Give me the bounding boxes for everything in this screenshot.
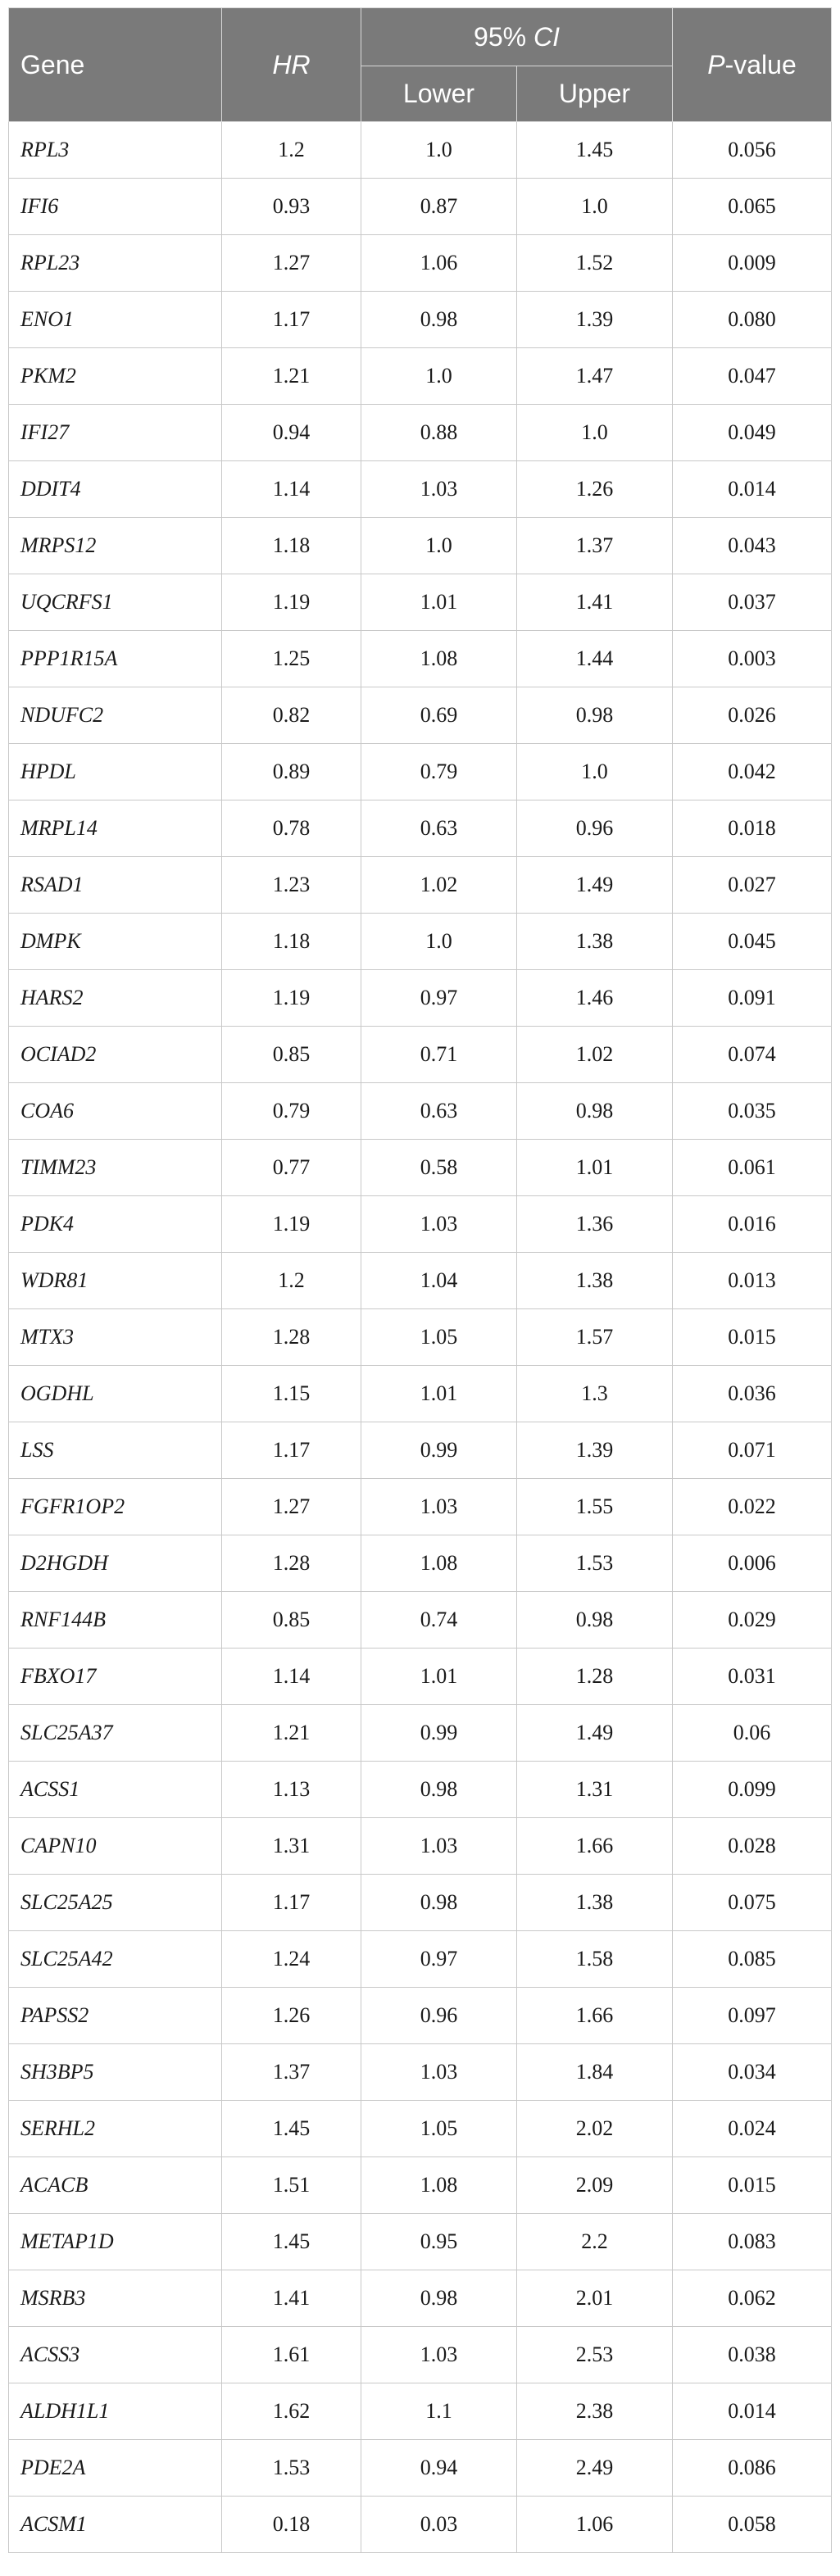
table-row: [9, 235, 832, 292]
gene-cell: OGDHL: [9, 1366, 222, 1422]
table-row: [9, 857, 832, 914]
p-value-cell: 0.029: [673, 1592, 832, 1649]
hr-cell: 1.17: [222, 292, 361, 348]
ci-upper-cell: 2.38: [517, 2383, 673, 2440]
ci-lower-cell: 1.0: [361, 348, 517, 405]
header-row-top: [9, 8, 832, 66]
hr-cell: 1.53: [222, 2440, 361, 2497]
table-row: [9, 1988, 832, 2044]
table-row: [9, 1083, 832, 1140]
hr-cell: 1.14: [222, 1649, 361, 1705]
table-row: [9, 2157, 832, 2214]
table-row: [9, 631, 832, 687]
ci-upper-cell: 2.53: [517, 2327, 673, 2383]
hr-cell: 0.82: [222, 687, 361, 744]
table-row: [9, 461, 832, 518]
ci-upper-cell: 1.52: [517, 235, 673, 292]
p-value-cell: 0.091: [673, 970, 832, 1027]
table-row: [9, 2270, 832, 2327]
table-row: [9, 1366, 832, 1422]
table-row: [9, 2101, 832, 2157]
gene-cell: NDUFC2: [9, 687, 222, 744]
ci-upper-cell: 1.06: [517, 2497, 673, 2553]
hr-cell: 1.26: [222, 1988, 361, 2044]
hr-cell: 1.17: [222, 1875, 361, 1931]
table-row: [9, 687, 832, 744]
table-row: [9, 1875, 832, 1931]
gene-cell: SLC25A42: [9, 1931, 222, 1988]
ci-lower-cell: 0.98: [361, 1875, 517, 1931]
p-value-cell: 0.083: [673, 2214, 832, 2270]
ci-lower-cell: 0.94: [361, 2440, 517, 2497]
ci-lower-cell: 0.98: [361, 2270, 517, 2327]
hr-cell: 1.27: [222, 1479, 361, 1535]
ci-lower-cell: 0.87: [361, 179, 517, 235]
table-row: [9, 1649, 832, 1705]
table-row: [9, 405, 832, 461]
gene-cell: MSRB3: [9, 2270, 222, 2327]
ci-lower-cell: 0.79: [361, 744, 517, 800]
p-value-cell: 0.018: [673, 800, 832, 857]
ci-upper-cell: 1.39: [517, 292, 673, 348]
hr-cell: 1.24: [222, 1931, 361, 1988]
ci-upper-cell: 1.38: [517, 1875, 673, 1931]
hr-cell: 0.78: [222, 800, 361, 857]
table-row: [9, 2327, 832, 2383]
p-value-cell: 0.075: [673, 1875, 832, 1931]
table-row: [9, 1140, 832, 1196]
ci-upper-cell: 1.26: [517, 461, 673, 518]
table-body: [9, 122, 832, 2553]
gene-cell: PPP1R15A: [9, 631, 222, 687]
hr-cell: 0.18: [222, 2497, 361, 2553]
ci-upper-cell: 2.49: [517, 2440, 673, 2497]
hr-cell: 1.51: [222, 2157, 361, 2214]
p-value-cell: 0.061: [673, 1140, 832, 1196]
gene-cell: OCIAD2: [9, 1027, 222, 1083]
ci-lower-cell: 0.96: [361, 1988, 517, 2044]
ci-upper-cell: 2.01: [517, 2270, 673, 2327]
ci-upper-cell: 2.09: [517, 2157, 673, 2214]
p-value-cell: 0.074: [673, 1027, 832, 1083]
p-value-cell: 0.014: [673, 461, 832, 518]
hr-cell: 1.31: [222, 1818, 361, 1875]
gene-cell: ACACB: [9, 2157, 222, 2214]
table-row: [9, 1309, 832, 1366]
ci-upper-cell: 1.28: [517, 1649, 673, 1705]
hr-cell: 1.41: [222, 2270, 361, 2327]
ci-upper-cell: 1.01: [517, 1140, 673, 1196]
hr-cell: 0.79: [222, 1083, 361, 1140]
ci-lower-cell: 1.05: [361, 2101, 517, 2157]
ci-upper-cell: 1.49: [517, 857, 673, 914]
gene-cell: FGFR1OP2: [9, 1479, 222, 1535]
ci-lower-cell: 1.1: [361, 2383, 517, 2440]
ci-upper-cell: 1.57: [517, 1309, 673, 1366]
hr-cell: 1.25: [222, 631, 361, 687]
hr-cell: 1.23: [222, 857, 361, 914]
ci-lower-cell: 0.98: [361, 292, 517, 348]
hr-cell: 1.2: [222, 1253, 361, 1309]
ci-upper-cell: 1.36: [517, 1196, 673, 1253]
ci-upper-cell: 0.98: [517, 687, 673, 744]
table-row: [9, 2440, 832, 2497]
table-row: [9, 1592, 832, 1649]
gene-cell: RSAD1: [9, 857, 222, 914]
ci-upper-cell: 1.38: [517, 1253, 673, 1309]
ci-lower-cell: 0.97: [361, 970, 517, 1027]
p-value-cell: 0.009: [673, 235, 832, 292]
ci-lower-cell: 0.03: [361, 2497, 517, 2553]
hr-cell: 1.15: [222, 1366, 361, 1422]
p-value-cell: 0.06: [673, 1705, 832, 1762]
p-value-cell: 0.034: [673, 2044, 832, 2101]
p-value-cell: 0.038: [673, 2327, 832, 2383]
gene-cell: ALDH1L1: [9, 2383, 222, 2440]
gene-cell: RPL23: [9, 235, 222, 292]
hr-cell: 0.77: [222, 1140, 361, 1196]
gene-cell: CAPN10: [9, 1818, 222, 1875]
p-value-cell: 0.062: [673, 2270, 832, 2327]
p-value-cell: 0.036: [673, 1366, 832, 1422]
p-value-cell: 0.037: [673, 574, 832, 631]
table-row: [9, 1196, 832, 1253]
ci-upper-cell: 1.53: [517, 1535, 673, 1592]
ci-upper-cell: 1.0: [517, 744, 673, 800]
p-value-cell: 0.042: [673, 744, 832, 800]
ci-upper-cell: 2.02: [517, 2101, 673, 2157]
gene-cell: ACSS3: [9, 2327, 222, 2383]
gene-cell: TIMM23: [9, 1140, 222, 1196]
p-value-cell: 0.047: [673, 348, 832, 405]
ci-lower-cell: 0.58: [361, 1140, 517, 1196]
hr-cell: 1.13: [222, 1762, 361, 1818]
table-row: [9, 1422, 832, 1479]
gene-cell: SH3BP5: [9, 2044, 222, 2101]
hr-cell: 1.62: [222, 2383, 361, 2440]
hr-cell: 0.85: [222, 1027, 361, 1083]
ci-upper-cell: 1.49: [517, 1705, 673, 1762]
p-value-cell: 0.006: [673, 1535, 832, 1592]
ci-lower-cell: 1.03: [361, 1818, 517, 1875]
p-value-cell: 0.071: [673, 1422, 832, 1479]
ci-lower-cell: 0.63: [361, 1083, 517, 1140]
ci-upper-cell: 1.58: [517, 1931, 673, 1988]
gene-cell: PAPSS2: [9, 1988, 222, 2044]
ci-lower-cell: 1.01: [361, 1366, 517, 1422]
ci-lower-cell: 0.98: [361, 1762, 517, 1818]
ci-lower-cell: 0.88: [361, 405, 517, 461]
gene-cell: PKM2: [9, 348, 222, 405]
gene-cell: ACSM1: [9, 2497, 222, 2553]
header-lower: Lower: [361, 66, 517, 122]
p-value-cell: 0.013: [673, 1253, 832, 1309]
p-value-cell: 0.085: [673, 1931, 832, 1988]
hr-cell: 1.21: [222, 348, 361, 405]
ci-lower-cell: 0.97: [361, 1931, 517, 1988]
ci-upper-cell: 1.38: [517, 914, 673, 970]
gene-cell: D2HGDH: [9, 1535, 222, 1592]
table-row: [9, 1479, 832, 1535]
p-value-cell: 0.058: [673, 2497, 832, 2553]
p-value-cell: 0.049: [673, 405, 832, 461]
hr-cell: 1.45: [222, 2214, 361, 2270]
table-row: [9, 2214, 832, 2270]
hr-cell: 1.18: [222, 914, 361, 970]
ci-lower-cell: 1.0: [361, 122, 517, 179]
ci-upper-cell: 1.66: [517, 1988, 673, 2044]
header-p-italic: P: [707, 49, 725, 79]
table-row: [9, 574, 832, 631]
header-ci-prefix: 95%: [474, 21, 534, 52]
ci-upper-cell: 2.2: [517, 2214, 673, 2270]
ci-upper-cell: 1.55: [517, 1479, 673, 1535]
hr-cell: 1.18: [222, 518, 361, 574]
ci-upper-cell: 0.98: [517, 1083, 673, 1140]
p-value-cell: 0.080: [673, 292, 832, 348]
table-row: [9, 292, 832, 348]
gene-cell: MRPL14: [9, 800, 222, 857]
p-value-cell: 0.065: [673, 179, 832, 235]
p-value-cell: 0.024: [673, 2101, 832, 2157]
table-row: [9, 1931, 832, 1988]
table-row: [9, 1818, 832, 1875]
hr-cell: 1.19: [222, 970, 361, 1027]
hr-cell: 1.27: [222, 235, 361, 292]
ci-lower-cell: 1.06: [361, 235, 517, 292]
header-p-suffix: -value: [724, 49, 797, 79]
header-p-value: [673, 8, 832, 122]
gene-cell: PDE2A: [9, 2440, 222, 2497]
gene-cell: RPL3: [9, 122, 222, 179]
header-ci: [361, 8, 673, 66]
ci-upper-cell: 1.3: [517, 1366, 673, 1422]
ci-lower-cell: 0.99: [361, 1422, 517, 1479]
table-row: [9, 1027, 832, 1083]
gene-cell: WDR81: [9, 1253, 222, 1309]
ci-lower-cell: 0.99: [361, 1705, 517, 1762]
table-row: [9, 1705, 832, 1762]
gene-cell: UQCRFS1: [9, 574, 222, 631]
ci-lower-cell: 0.74: [361, 1592, 517, 1649]
gene-cell: SERHL2: [9, 2101, 222, 2157]
table-row: [9, 800, 832, 857]
hr-cell: 1.21: [222, 1705, 361, 1762]
ci-lower-cell: 1.01: [361, 1649, 517, 1705]
p-value-cell: 0.015: [673, 1309, 832, 1366]
gene-cell: HARS2: [9, 970, 222, 1027]
gene-cell: HPDL: [9, 744, 222, 800]
gene-cell: SLC25A25: [9, 1875, 222, 1931]
p-value-cell: 0.035: [673, 1083, 832, 1140]
hr-cell: 1.28: [222, 1309, 361, 1366]
ci-lower-cell: 1.08: [361, 1535, 517, 1592]
p-value-cell: 0.016: [673, 1196, 832, 1253]
table-row: [9, 970, 832, 1027]
ci-upper-cell: 1.66: [517, 1818, 673, 1875]
p-value-cell: 0.045: [673, 914, 832, 970]
table-row: [9, 1762, 832, 1818]
table-row: [9, 179, 832, 235]
ci-upper-cell: 1.31: [517, 1762, 673, 1818]
header-ci-italic: CI: [533, 21, 560, 52]
table-row: [9, 2383, 832, 2440]
ci-lower-cell: 1.08: [361, 631, 517, 687]
hr-cell: 0.93: [222, 179, 361, 235]
ci-upper-cell: 1.0: [517, 179, 673, 235]
hr-cell: 1.19: [222, 1196, 361, 1253]
gene-cell: RNF144B: [9, 1592, 222, 1649]
gene-cell: PDK4: [9, 1196, 222, 1253]
ci-lower-cell: 0.71: [361, 1027, 517, 1083]
p-value-cell: 0.003: [673, 631, 832, 687]
ci-lower-cell: 1.0: [361, 914, 517, 970]
p-value-cell: 0.028: [673, 1818, 832, 1875]
ci-lower-cell: 1.0: [361, 518, 517, 574]
gene-cell: MRPS12: [9, 518, 222, 574]
gene-cell: FBXO17: [9, 1649, 222, 1705]
p-value-cell: 0.099: [673, 1762, 832, 1818]
gene-cell: ACSS1: [9, 1762, 222, 1818]
gene-cell: LSS: [9, 1422, 222, 1479]
p-value-cell: 0.026: [673, 687, 832, 744]
hr-cell: 1.2: [222, 122, 361, 179]
gene-cell: SLC25A37: [9, 1705, 222, 1762]
table-header: [9, 8, 832, 122]
table-row: [9, 518, 832, 574]
table-row: [9, 744, 832, 800]
table-row: [9, 1535, 832, 1592]
ci-lower-cell: 1.05: [361, 1309, 517, 1366]
table-row: [9, 2497, 832, 2553]
p-value-cell: 0.031: [673, 1649, 832, 1705]
gene-cell: IFI6: [9, 179, 222, 235]
ci-lower-cell: 1.03: [361, 2044, 517, 2101]
ci-lower-cell: 0.63: [361, 800, 517, 857]
table-row: [9, 1253, 832, 1309]
hr-cell: 0.89: [222, 744, 361, 800]
ci-lower-cell: 1.03: [361, 2327, 517, 2383]
ci-upper-cell: 1.39: [517, 1422, 673, 1479]
p-value-cell: 0.097: [673, 1988, 832, 2044]
header-gene: Gene: [9, 8, 222, 122]
gene-cell: IFI27: [9, 405, 222, 461]
ci-upper-cell: 0.98: [517, 1592, 673, 1649]
ci-lower-cell: 1.03: [361, 1479, 517, 1535]
hr-cell: 1.61: [222, 2327, 361, 2383]
hr-cell: 1.37: [222, 2044, 361, 2101]
ci-upper-cell: 1.84: [517, 2044, 673, 2101]
p-value-cell: 0.022: [673, 1479, 832, 1535]
ci-upper-cell: 0.96: [517, 800, 673, 857]
ci-lower-cell: 1.03: [361, 461, 517, 518]
ci-lower-cell: 1.01: [361, 574, 517, 631]
ci-upper-cell: 1.41: [517, 574, 673, 631]
ci-upper-cell: 1.46: [517, 970, 673, 1027]
table-row: [9, 348, 832, 405]
hr-cell: 1.19: [222, 574, 361, 631]
gene-cell: METAP1D: [9, 2214, 222, 2270]
ci-upper-cell: 1.0: [517, 405, 673, 461]
p-value-cell: 0.027: [673, 857, 832, 914]
ci-lower-cell: 1.04: [361, 1253, 517, 1309]
ci-lower-cell: 1.03: [361, 1196, 517, 1253]
hr-cell: 1.28: [222, 1535, 361, 1592]
hr-cell: 1.14: [222, 461, 361, 518]
ci-lower-cell: 1.08: [361, 2157, 517, 2214]
hr-cell: 1.45: [222, 2101, 361, 2157]
header-upper: Upper: [517, 66, 673, 122]
hr-cell: 1.17: [222, 1422, 361, 1479]
ci-upper-cell: 1.44: [517, 631, 673, 687]
ci-upper-cell: 1.47: [517, 348, 673, 405]
gene-cell: DMPK: [9, 914, 222, 970]
ci-upper-cell: 1.45: [517, 122, 673, 179]
ci-lower-cell: 0.69: [361, 687, 517, 744]
p-value-cell: 0.056: [673, 122, 832, 179]
p-value-cell: 0.086: [673, 2440, 832, 2497]
table-row: [9, 122, 832, 179]
header-hr: HR: [222, 8, 361, 122]
gene-cell: ENO1: [9, 292, 222, 348]
p-value-cell: 0.043: [673, 518, 832, 574]
p-value-cell: 0.015: [673, 2157, 832, 2214]
gene-cell: MTX3: [9, 1309, 222, 1366]
table-row: [9, 914, 832, 970]
table-row: [9, 2044, 832, 2101]
hr-cell: 0.94: [222, 405, 361, 461]
ci-upper-cell: 1.02: [517, 1027, 673, 1083]
ci-lower-cell: 1.02: [361, 857, 517, 914]
hazard-ratio-table: [8, 7, 832, 2553]
gene-cell: COA6: [9, 1083, 222, 1140]
ci-lower-cell: 0.95: [361, 2214, 517, 2270]
ci-upper-cell: 1.37: [517, 518, 673, 574]
gene-cell: DDIT4: [9, 461, 222, 518]
hr-cell: 0.85: [222, 1592, 361, 1649]
p-value-cell: 0.014: [673, 2383, 832, 2440]
